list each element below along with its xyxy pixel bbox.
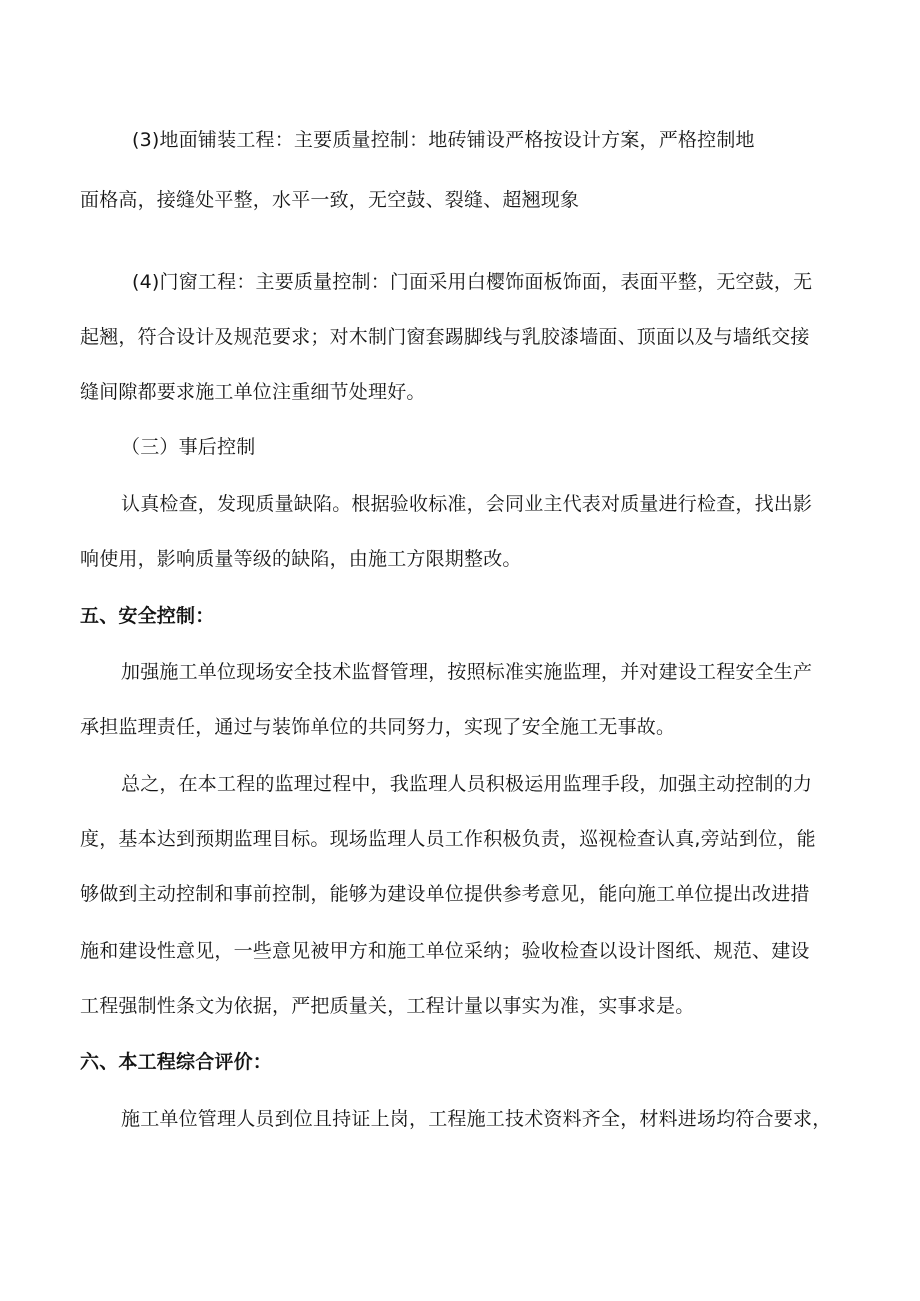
text-line: 度，基本达到预期监理目标。现场监理人员工作积极负责，巡视检查认真,旁站到位，能 <box>80 828 816 850</box>
section-heading: 六、本工程综合评价： <box>80 1051 273 1073</box>
text-line: 面格高，接缝处平整，水平一致，无空鼓、裂缝、超翘现象 <box>80 189 580 211</box>
text-line: (4)门窗工程：主要质量控制：门面采用白樱饰面板饰面，表面平整，无空鼓，无 <box>132 271 813 293</box>
text-line: 缝间隙都要求施工单位注重细节处理好。 <box>80 381 426 403</box>
text-line: 总之，在本工程的监理过程中，我监理人员积极运用监理手段，加强主动控制的力 <box>121 773 813 795</box>
text-line: 认真检查，发现质量缺陷。根据验收标准，会同业主代表对质量进行检查，找出影 <box>121 493 813 515</box>
section-heading: 五、安全控制： <box>80 605 215 627</box>
text-line: 够做到主动控制和事前控制，能够为建设单位提供参考意见，能向施工单位提出改进措 <box>80 883 810 905</box>
text-line: 承担监理责任，通过与装饰单位的共同努力，实现了安全施工无事故。 <box>80 716 676 738</box>
text-line: 工程强制性条文为依据，严把质量关，工程计量以事实为准，实事求是。 <box>80 995 695 1017</box>
text-line: 施和建设性意见，一些意见被甲方和施工单位采纳；验收检查以设计图纸、规范、建设 <box>80 940 810 962</box>
text-line: 响使用，影响质量等级的缺陷，由施工方限期整改。 <box>80 548 522 570</box>
text-line: (3)地面铺装工程：主要质量控制：地砖铺设严格按设计方案，严格控制地 <box>132 129 755 151</box>
text-line: 施工单位管理人员到位且持证上岗，工程施工技术资料齐全，材料进场均符合要求， <box>121 1108 832 1130</box>
text-line: 起翘，符合设计及规范要求；对木制门窗套踢脚线与乳胶漆墙面、顶面以及与墙纸交接 <box>80 326 810 348</box>
section-heading: （三）事后控制 <box>121 436 256 458</box>
text-line: 加强施工单位现场安全技术监督管理，按照标准实施监理，并对建设工程安全生产 <box>121 661 813 683</box>
